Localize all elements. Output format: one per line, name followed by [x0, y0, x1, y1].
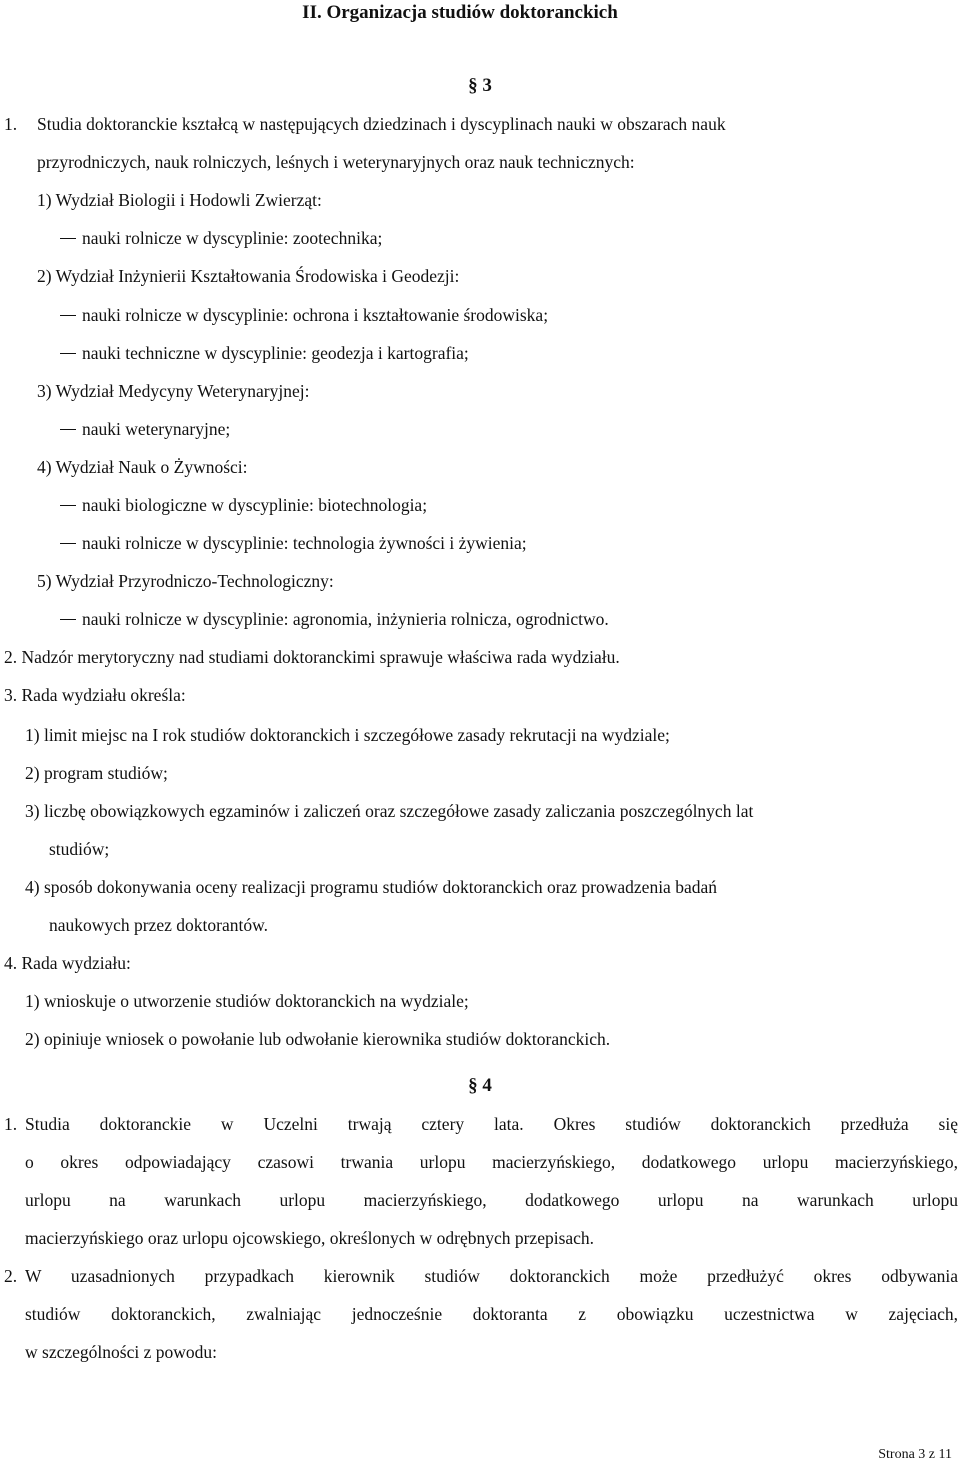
discipline-text: nauki weterynaryjne; [82, 419, 231, 439]
discipline-item [60, 304, 548, 326]
section-heading-4: § 4 [468, 1075, 492, 1096]
paragraph-text: o okres odpowiadający czasowi trwania urlopu macierzyńskiego, dodatkowego urlopu macierzyńskiego, [25, 1152, 958, 1172]
discipline-item [60, 532, 527, 554]
list-item: 2) program studiów; [25, 763, 168, 783]
discipline-text: nauki rolnicze w dyscyplinie: technologia żywności i żywienia; [82, 533, 527, 553]
list-item: 3) liczbę obowiązkowych egzaminów i zaliczeń oraz szczegółowe zasady zaliczania poszczególnych lat [25, 801, 754, 821]
faculty-item: 1) Wydział Biologii i Hodowli Zwierząt: [37, 190, 322, 210]
dash-bullet [60, 543, 76, 544]
paragraph-number: 1. [4, 1114, 18, 1134]
dash-bullet [60, 315, 76, 316]
paragraph-text: Studia doktoranckie w Uczelni trwają cztery lata. Okres studiów doktoranckich przedłuża się [25, 1114, 958, 1134]
discipline-item [60, 418, 230, 440]
discipline-item [60, 494, 427, 516]
discipline-text: nauki rolnicze w dyscyplinie: zootechnika; [82, 228, 383, 248]
discipline-text: nauki techniczne w dyscyplinie: geodezja i kartografia; [82, 343, 469, 363]
paragraph-text: 3. Rada wydziału określa: [4, 685, 186, 705]
list-item: 4) sposób dokonywania oceny realizacji programu studiów doktoranckich oraz prowadzenia badań [25, 877, 717, 897]
dash-bullet [60, 505, 76, 506]
chapter-title: II. Organizacja studiów doktoranckich [302, 2, 618, 23]
discipline-item [60, 608, 609, 630]
discipline-item [60, 227, 382, 249]
dash-bullet [60, 429, 76, 430]
discipline-text: nauki rolnicze w dyscyplinie: ochrona i kształtowanie środowiska; [82, 305, 549, 325]
paragraph-text: w szczególności z powodu: [25, 1342, 217, 1362]
section-heading-3: § 3 [468, 75, 492, 96]
list-item: 1) limit miejsc na I rok studiów doktoranckich i szczegółowe zasady rekrutacji na wydziale; [25, 725, 670, 745]
faculty-item: 2) Wydział Inżynierii Kształtowania Środowiska i Geodezji: [37, 266, 460, 286]
paragraph-text: studiów doktoranckich, zwalniając jednocześnie doktoranta z obowiązku uczestnictwa w zajęciach, [25, 1304, 958, 1324]
paragraph-text: macierzyńskiego oraz urlopu ojcowskiego, określonych w odrębnych przepisach. [25, 1228, 595, 1248]
list-item-continuation: studiów; [49, 839, 110, 859]
paragraph-text: 2. Nadzór merytoryczny nad studiami doktoranckimi sprawuje właściwa rada wydziału. [4, 647, 620, 667]
faculty-item: 3) Wydział Medycyny Weterynaryjnej: [37, 381, 310, 401]
list-item-continuation: naukowych przez doktorantów. [49, 915, 268, 935]
paragraph-text: W uzasadnionych przypadkach kierownik studiów doktoranckich może przedłużyć okres odbywania [25, 1266, 958, 1286]
dash-bullet [60, 619, 76, 620]
faculty-item: 4) Wydział Nauk o Żywności: [37, 457, 248, 477]
dash-bullet [60, 238, 76, 239]
faculty-item: 5) Wydział Przyrodniczo-Technologiczny: [37, 571, 334, 591]
paragraph-text: urlopu na warunkach urlopu macierzyńskiego, dodatkowego urlopu na warunkach urlopu [25, 1190, 958, 1210]
paragraph-number: 2. [4, 1266, 18, 1286]
paragraph-text: przyrodniczych, nauk rolniczych, leśnych i weterynaryjnych oraz nauk technicznych: [37, 152, 635, 172]
page-number-footer: Strona 3 z 11 [878, 1447, 952, 1462]
paragraph-text: Studia doktoranckie kształcą w następujących dziedzinach i dyscyplinach nauki w obszarach nauk [37, 114, 726, 134]
list-item: 2) opiniuje wniosek o powołanie lub odwołanie kierownika studiów doktoranckich. [25, 1029, 611, 1049]
discipline-text: nauki biologiczne w dyscyplinie: biotechnologia; [82, 495, 428, 515]
discipline-item [60, 342, 469, 364]
dash-bullet [60, 353, 76, 354]
paragraph-number: 1. [4, 114, 18, 134]
paragraph-text: 4. Rada wydziału: [4, 953, 131, 973]
discipline-text: nauki rolnicze w dyscyplinie: agronomia, inżynieria rolnicza, ogrodnictwo. [82, 609, 609, 629]
list-item: 1) wnioskuje o utworzenie studiów doktoranckich na wydziale; [25, 991, 469, 1011]
